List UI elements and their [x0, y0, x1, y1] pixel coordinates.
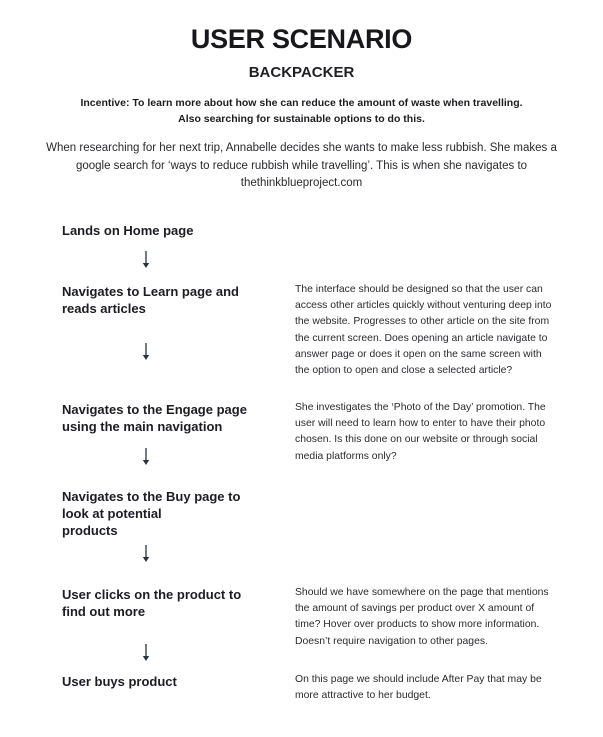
persona-subtitle: BACKPACKER — [248, 64, 355, 81]
arrow-down-icon — [140, 251, 152, 269]
step-title-engage: Navigates to the Engage page using the main navigation — [62, 402, 247, 434]
incentive-line: Also searching for sustainable options to do this. — [178, 113, 425, 125]
incentive-line: Incentive: To learn more about how she can reduce the amount of waste when travelling. — [80, 97, 523, 109]
step-title-home: Lands on Home page — [62, 223, 194, 238]
step-title-learn: Navigates to Learn page and reads articles — [62, 284, 239, 316]
step-note-learn: The interface should be designed so that the user can access other articles quickly without venturing deep into the website. Progresses to other article on the site from the current screen. Does opening an article navigate to answer page or does it open on the same screen with the option to open and close a selected article? — [295, 284, 552, 377]
step-title-purchase: User buys product — [62, 674, 177, 689]
arrow-down-icon — [140, 545, 152, 563]
arrow-down-icon — [140, 644, 152, 662]
page-title: USER SCENARIO — [190, 24, 413, 54]
step-title-buy: Navigates to the Buy page to look at potential products — [62, 489, 241, 538]
step-note-product: Should we have somewhere on the page that mentions the amount of savings per product over X amount of time? Hover over products to show more information. Doesn’t require navigation to other pages. — [295, 587, 549, 647]
intro-line: When researching for her next trip, Annabelle decides she wants to make less rubbish. She makes a — [46, 142, 557, 154]
step-note-engage: She investigates the ‘Photo of the Day’ promotion. The user will need to learn how to enter to have their photo chosen. Is this done on our website or through social media platforms only? — [295, 402, 546, 462]
incentive-text — [60, 95, 543, 127]
scenario-intro — [30, 140, 573, 193]
step-title-product: User clicks on the product to find out more — [62, 587, 242, 619]
arrow-down-icon — [140, 448, 152, 466]
intro-line: thethinkblueproject.com — [240, 177, 363, 189]
arrow-down-icon — [140, 343, 152, 361]
step-note-purchase: On this page we should include After Pay that may be more attractive to her budget. — [295, 674, 542, 702]
intro-line: google search for ‘ways to reduce rubbish while travelling’. This is when she navigates to — [75, 159, 528, 172]
